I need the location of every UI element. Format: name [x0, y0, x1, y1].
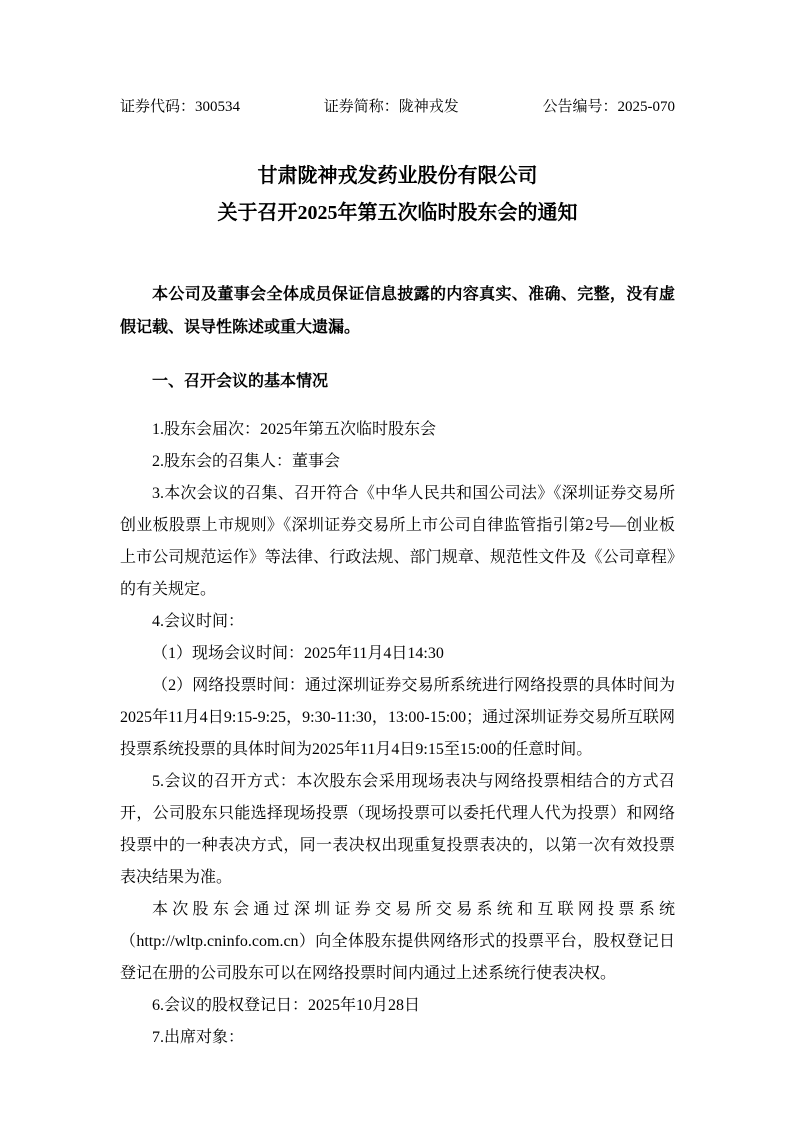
- stock-short-name: 证券简称：陇神戎发: [323, 99, 459, 115]
- paragraph-onsite-meeting-time: （1）现场会议时间：2025年11月4日14:30: [152, 645, 444, 662]
- paragraph-record-date: 6.会议的股权登记日：2025年10月28日: [152, 997, 421, 1014]
- paragraph-meeting-session: 1.股东会届次：2025年第五次临时股东会: [152, 421, 437, 438]
- paragraph-online-voting-time: （2）网络投票时间：通过深圳证券交易所系统进行网络投票的具体时间为2025年11月4日9:15-9:25，9:30-11:30，13:00-15:00；通过深圳证券交易所互联网投票系统投票的具体时间为2025年11月4日9:15至15:00的任意时间。: [120, 677, 675, 758]
- paragraph-attendees-label: 7.出席对象：: [152, 1029, 245, 1046]
- truthfulness-declaration: 本公司及董事会全体成员保证信息披露的内容真实、准确、完整，没有虚假记载、误导性陈述或重大遗漏。: [120, 286, 675, 336]
- company-name-title: 甘肃陇神戎发药业股份有限公司: [257, 165, 538, 187]
- paragraph-voting-platform: 本次股东会通过深圳证券交易所交易系统和互联网投票系统（http://wltp.cninfo.com.cn）向全体股东提供网络形式的投票平台，股权登记日登记在册的公司股东可以在网络投票时间内通过上述系统行使表决权。: [120, 901, 675, 982]
- section-heading-1: 一、召开会议的基本情况: [152, 373, 329, 390]
- paragraph-meeting-time-label: 4.会议时间：: [152, 613, 245, 630]
- stock-code: 证券代码：300534: [120, 99, 241, 115]
- document-header-row: [120, 96, 675, 118]
- paragraph-legal-compliance: 3.本次会议的召集、召开符合《中华人民共和国公司法》《深圳证券交易所创业板股票上市规则》《深圳证券交易所上市公司自律监管指引第2号—创业板上市公司规范运作》等法律、行政法规、部门规章、规范性文件及《公司章程》的有关规定。: [120, 485, 675, 598]
- announcement-number: 公告编号：2025-070: [542, 99, 675, 115]
- announcement-subject-title: 关于召开2025年第五次临时股东会的通知: [217, 202, 578, 224]
- paragraph-convener: 2.股东会的召集人：董事会: [152, 453, 341, 470]
- paragraph-meeting-method: 5.会议的召开方式：本次股东会采用现场表决与网络投票相结合的方式召开，公司股东只能选择现场投票（现场投票可以委托代理人代为投票）和网络投票中的一种表决方式，同一表决权出现重复投票表决的，以第一次有效投票表决结果为准。: [120, 773, 675, 886]
- document-title-block: [120, 158, 675, 232]
